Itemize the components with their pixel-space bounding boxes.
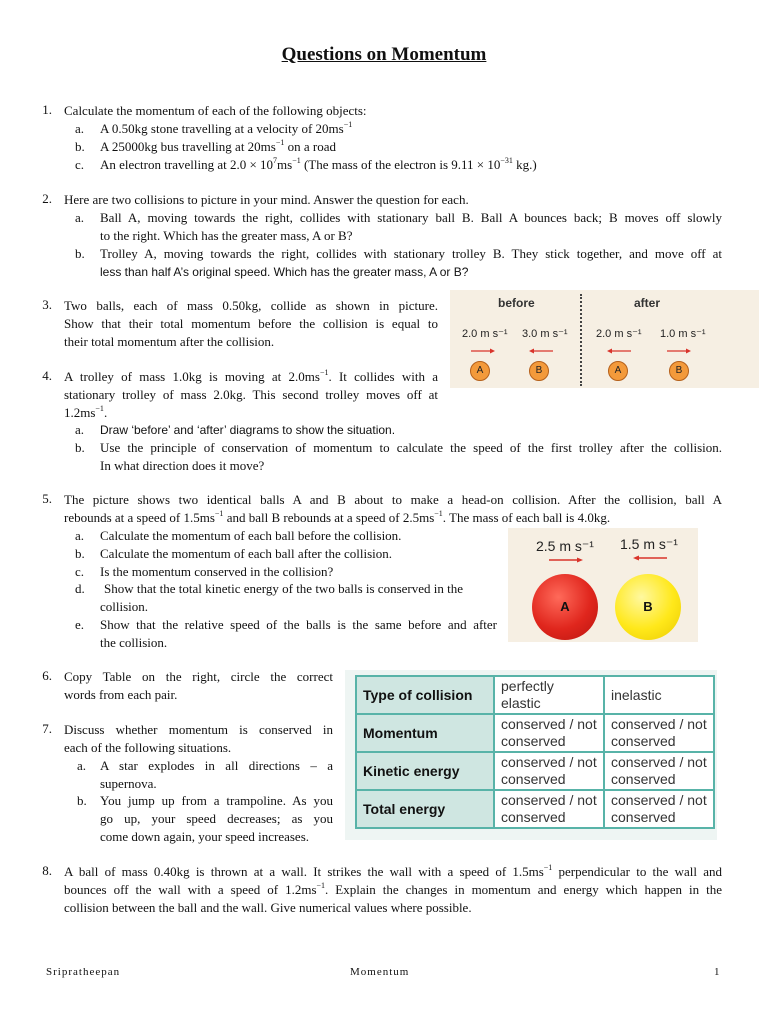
fig2-speed-a: 2.5 m s⁻¹ — [536, 538, 594, 554]
fig1-before-label: before — [498, 296, 535, 310]
q8-line3: collision between the ball and the wall. Give numerical values where possible. — [64, 900, 472, 915]
q2-number: 2. — [42, 191, 52, 206]
q5c-text: Is the momentum conserved in the collision? — [100, 564, 334, 579]
q1a-text: A 0.50kg stone travelling at a velocity of $20ms^{-1}$ — [100, 120, 353, 136]
page-title: Questions on Momentum — [281, 44, 487, 65]
fig1-after-label: after — [634, 296, 661, 310]
footer-page-number: 1 — [714, 966, 721, 978]
q5b-label: b. — [75, 546, 85, 561]
table-row — [356, 752, 714, 790]
table-header-perfectly-elastic: perfectly elastic — [494, 676, 604, 714]
fig1-divider — [580, 294, 582, 386]
q3-line2: Show that their total momentum before the collision is equal to — [64, 316, 438, 331]
q4a-label: a. — [75, 422, 85, 437]
q3-number: 3. — [42, 297, 52, 312]
q7b-line1: You jump up from a trampoline. As you — [100, 793, 333, 808]
table-cell: conserved / not conserved — [604, 790, 714, 828]
q5b-text: Calculate the momentum of each ball after the collision. — [100, 546, 393, 561]
right-arrow-icon — [470, 348, 496, 354]
q5d-line1: Show that the total kinetic energy of the two balls is conserved in the — [104, 581, 463, 596]
q3-line3: their total momentum after the collision. — [64, 334, 275, 349]
q2a-line2: to the right. Which has the greater mass, A or B? — [100, 228, 353, 243]
table-row-label-total-energy: Total energy — [356, 790, 494, 828]
q8-number: 8. — [42, 863, 52, 878]
q6-number: 6. — [42, 668, 52, 683]
table-row — [356, 676, 714, 714]
q7a-line2: supernova. — [100, 776, 157, 791]
table-cell: conserved / not conserved — [604, 714, 714, 752]
fig1-ball-b-after: B — [669, 361, 689, 381]
q7-line2: each of the following situations. — [64, 740, 232, 755]
q1c-text: An electron travelling at $2.0 \times 10^7ms^{-1}$ (The mass of the electron is $9.11 \times 10^{-31}$ kg.) — [100, 156, 537, 172]
q5e-label: e. — [75, 617, 85, 632]
fig1-ball-a-before: A — [470, 361, 490, 381]
q5-line1: The picture shows two identical balls A and B about to make a head-on collision. After the collision, ball A — [64, 492, 722, 507]
q7b-line2: go up, your speed decreases; as you — [100, 811, 333, 826]
q3-line1: Two balls, each of mass 0.50kg, collide as shown in picture. — [64, 298, 438, 313]
table-row-label-momentum: Momentum — [356, 714, 494, 752]
q4a-text: Draw ‘before’ and ‘after’ diagrams to show the situation. — [100, 423, 396, 437]
q2a-line1: Ball A, moving towards the right, collides with stationary ball B. Ball A bounces back; B moves off slowly — [100, 210, 722, 225]
fig2-ball-b: B — [615, 574, 681, 640]
q7b-line3: come down again, your speed increases. — [100, 829, 310, 844]
fig1-speed-3: 2.0 m s⁻¹ — [596, 328, 642, 340]
q5c-label: c. — [75, 564, 85, 579]
fig2-speed-b: 1.5 m s⁻¹ — [620, 536, 678, 552]
collision-figure-1 — [450, 290, 759, 388]
collision-table-container — [345, 670, 717, 840]
q5d-line2: collision. — [100, 599, 149, 614]
footer-subject: Momentum — [350, 966, 410, 978]
q4b-label: b. — [75, 440, 85, 455]
fig2-ball-a: A — [532, 574, 598, 640]
q4-line2: stationary trolley of mass 2.0kg. This second trolley moves off at — [64, 387, 438, 402]
right-arrow-icon — [666, 348, 692, 354]
q1a-label: a. — [75, 121, 85, 136]
table-cell: conserved / not conserved — [604, 752, 714, 790]
q4-number: 4. — [42, 368, 52, 383]
q5d-label: d. — [75, 581, 85, 596]
q7-line1: Discuss whether momentum is conserved in — [64, 722, 333, 737]
q5-line2: rebounds at a speed of $1.5ms^{-1}$ and ball B rebounds at a speed of $2.5ms^{-1}$. The mass of each ball is 4.0kg. — [64, 509, 611, 525]
q1-stem: Calculate the momentum of each of the following objects: — [64, 103, 367, 118]
fig1-speed-2: 3.0 m s⁻¹ — [522, 328, 568, 340]
fig1-ball-b-before: B — [529, 361, 549, 381]
q7a-label: a. — [77, 758, 87, 773]
fig1-ball-a-after: A — [608, 361, 628, 381]
q8-line2: bounces off the wall with a speed of $1.2ms^{-1}$. Explain the changes in momentum and energy which happen in the — [64, 881, 722, 897]
table-cell: conserved / not conserved — [494, 790, 604, 828]
q5e-line1: Show that the relative speed of the balls is the same before and after — [100, 617, 497, 632]
table-cell: conserved / not conserved — [494, 752, 604, 790]
table-cell: conserved / not conserved — [494, 714, 604, 752]
q2b-line1: Trolley A, moving towards the right, collides with stationary trolley B. They stick together, and move off at — [100, 246, 722, 261]
fig1-speed-4: 1.0 m s⁻¹ — [660, 328, 706, 340]
q6-line2: words from each pair. — [64, 687, 178, 702]
fig1-speed-1: 2.0 m s⁻¹ — [462, 328, 508, 340]
q7b-label: b. — [77, 793, 87, 808]
q4-line3: $1.2ms^{-1}$. — [64, 404, 108, 420]
right-arrow-icon — [548, 557, 584, 563]
q4b-line2: In what direction does it move? — [100, 458, 265, 473]
q5e-line2: the collision. — [100, 635, 168, 650]
q1-number: 1. — [42, 102, 52, 117]
q7a-line1: A star explodes in all directions – a — [100, 758, 333, 773]
q1c-label: c. — [75, 157, 85, 172]
footer-author: Sripratheepan — [46, 966, 121, 978]
q4b-line1: Use the principle of conservation of momentum to calculate the speed of the first trolley after the collision. — [100, 440, 722, 455]
table-row-label-kinetic-energy: Kinetic energy — [356, 752, 494, 790]
q5a-label: a. — [75, 528, 85, 543]
q5a-text: Calculate the momentum of each ball before the collision. — [100, 528, 402, 543]
table-row — [356, 714, 714, 752]
table-row — [356, 790, 714, 828]
q8-line1: A ball of mass 0.40kg is thrown at a wall. It strikes the wall with a speed of $1.5ms^{-1}$ perpendicular to the wall and — [64, 863, 723, 879]
q1b-label: b. — [75, 139, 85, 154]
collision-table — [355, 675, 715, 829]
q2-stem: Here are two collisions to picture in your mind. Answer the question for each. — [64, 192, 469, 207]
q2b-label: b. — [75, 246, 85, 261]
left-arrow-icon — [606, 348, 632, 354]
q6-line1: Copy Table on the right, circle the correct — [64, 669, 333, 684]
q5-number: 5. — [42, 491, 52, 506]
q2a-label: a. — [75, 210, 85, 225]
q4-line1: A trolley of mass 1.0kg is moving at $2.0ms^{-1}$. It collides with a — [64, 368, 438, 384]
left-arrow-icon — [528, 348, 554, 354]
q1b-text: A 25000kg bus travelling at $20ms^{-1}$ on a road — [100, 138, 336, 154]
q7-number: 7. — [42, 721, 52, 736]
q2b-line2: less than half A’s original speed. Which has the greater mass, A or B? — [100, 265, 469, 279]
collision-figure-2 — [508, 528, 698, 642]
table-header-type: Type of collision — [356, 676, 494, 714]
left-arrow-icon — [632, 555, 668, 561]
table-header-inelastic: inelastic — [604, 676, 714, 714]
